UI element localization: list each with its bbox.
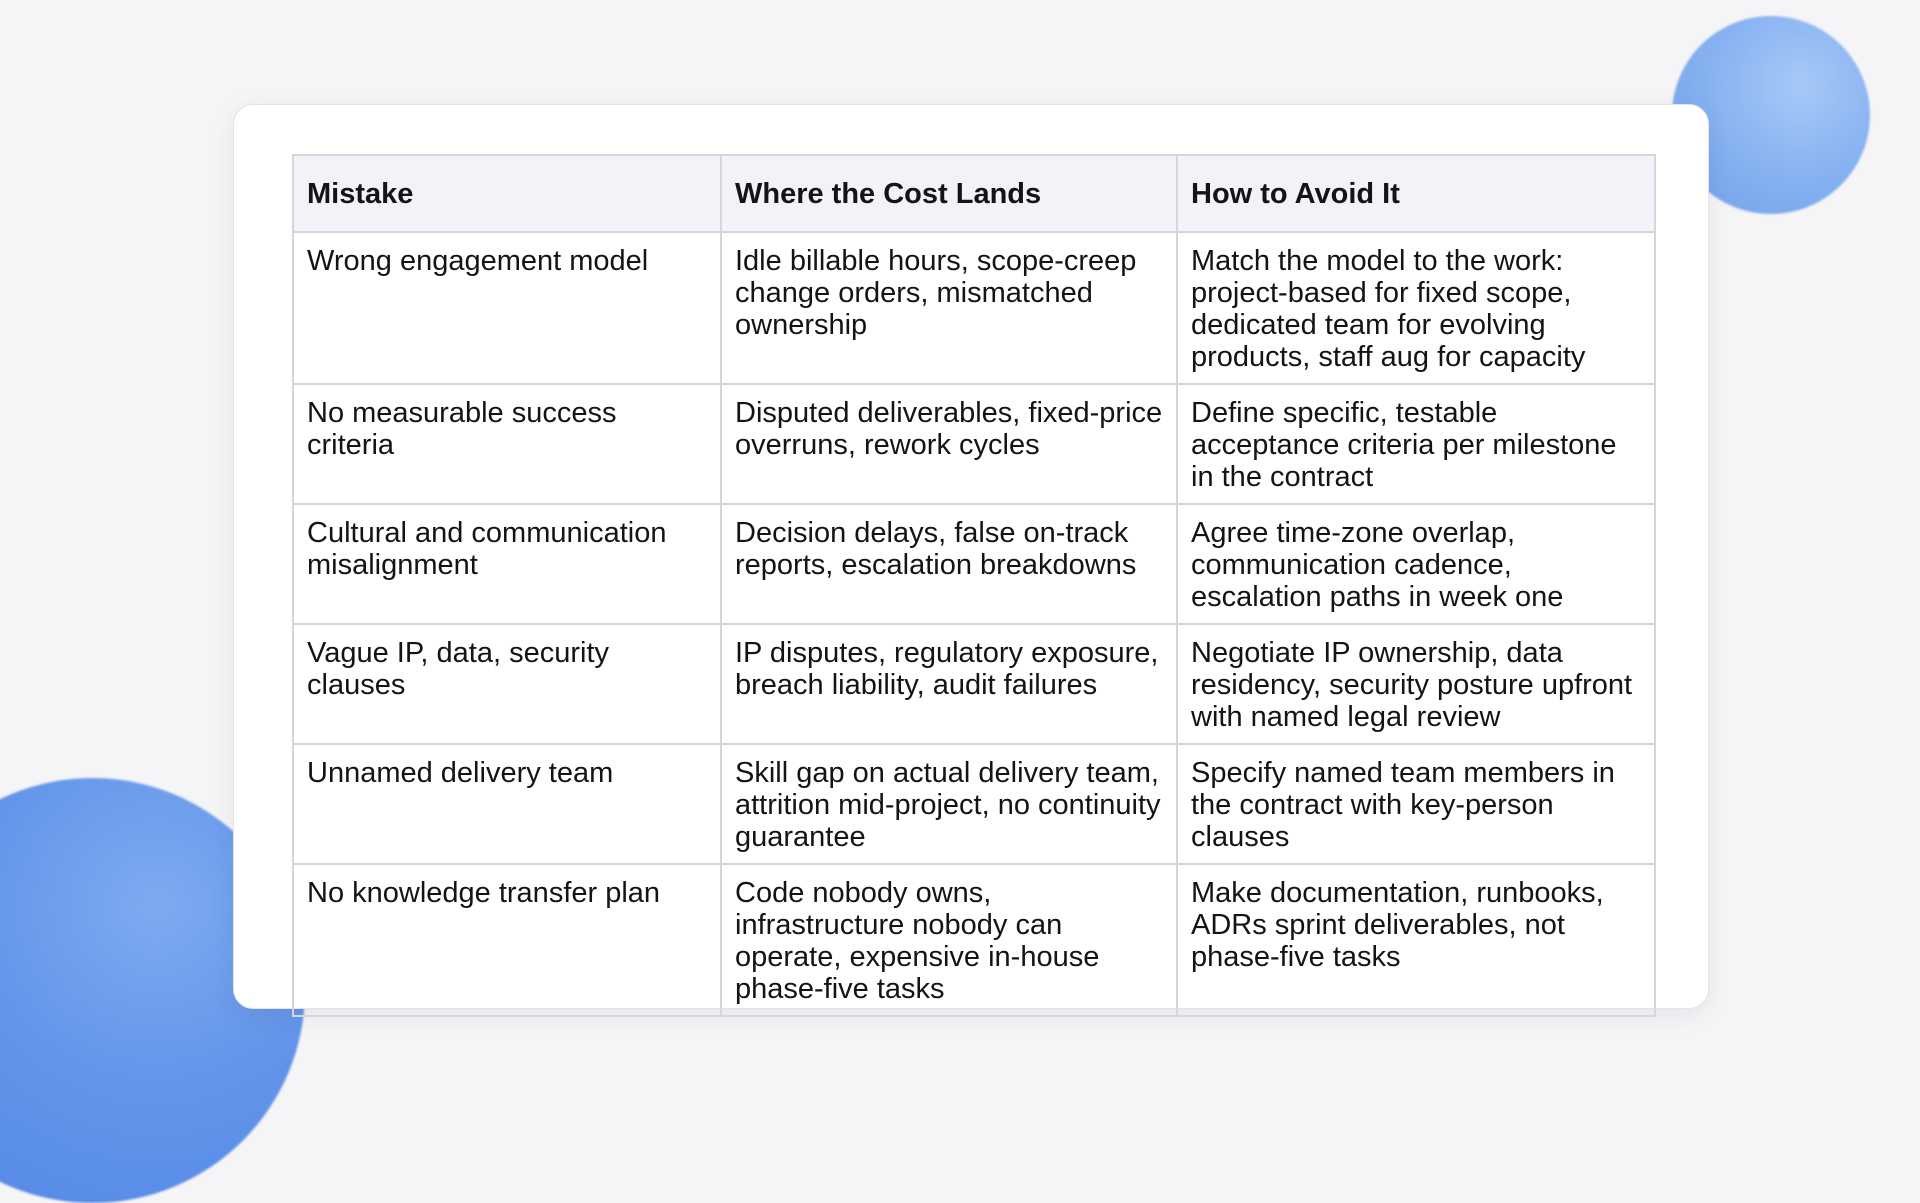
- table-card: [233, 104, 1709, 1009]
- cell-cost: Code nobody owns, infrastructure nobody can operate, expensive in-house phase-five tasks: [721, 864, 1177, 1016]
- cell-avoid: Negotiate IP ownership, data residency, security posture upfront with named legal review: [1177, 624, 1655, 744]
- cell-cost: Decision delays, false on-track reports, escalation breakdowns: [721, 504, 1177, 624]
- table-row: [293, 624, 1655, 744]
- cell-cost: Disputed deliverables, fixed-price overruns, rework cycles: [721, 384, 1177, 504]
- cell-mistake: No knowledge transfer plan: [293, 864, 721, 1016]
- cell-avoid: Agree time-zone overlap, communication cadence, escalation paths in week one: [1177, 504, 1655, 624]
- table-row: [293, 864, 1655, 1016]
- cell-mistake: Vague IP, data, security clauses: [293, 624, 721, 744]
- cell-mistake: Unnamed delivery team: [293, 744, 721, 864]
- cell-cost: Skill gap on actual delivery team, attrition mid-project, no continuity guarantee: [721, 744, 1177, 864]
- table-header-row: [293, 155, 1655, 232]
- cell-mistake: No measurable success criteria: [293, 384, 721, 504]
- table-row: [293, 232, 1655, 384]
- header-mistake: Mistake: [293, 155, 721, 232]
- header-how-to-avoid: How to Avoid It: [1177, 155, 1655, 232]
- cell-cost: Idle billable hours, scope-creep change orders, mismatched ownership: [721, 232, 1177, 384]
- table-row: [293, 384, 1655, 504]
- comparison-table: [292, 154, 1656, 1017]
- table-row: [293, 744, 1655, 864]
- cell-avoid: Make documentation, runbooks, ADRs sprint deliverables, not phase-five tasks: [1177, 864, 1655, 1016]
- cell-avoid: Match the model to the work: project-based for fixed scope, dedicated team for evolving products, staff aug for capacity: [1177, 232, 1655, 384]
- header-where-cost-lands: Where the Cost Lands: [721, 155, 1177, 232]
- cell-mistake: Wrong engagement model: [293, 232, 721, 384]
- cell-avoid: Specify named team members in the contract with key-person clauses: [1177, 744, 1655, 864]
- cell-cost: IP disputes, regulatory exposure, breach liability, audit failures: [721, 624, 1177, 744]
- cell-mistake: Cultural and communication misalignment: [293, 504, 721, 624]
- table-row: [293, 504, 1655, 624]
- cell-avoid: Define specific, testable acceptance criteria per milestone in the contract: [1177, 384, 1655, 504]
